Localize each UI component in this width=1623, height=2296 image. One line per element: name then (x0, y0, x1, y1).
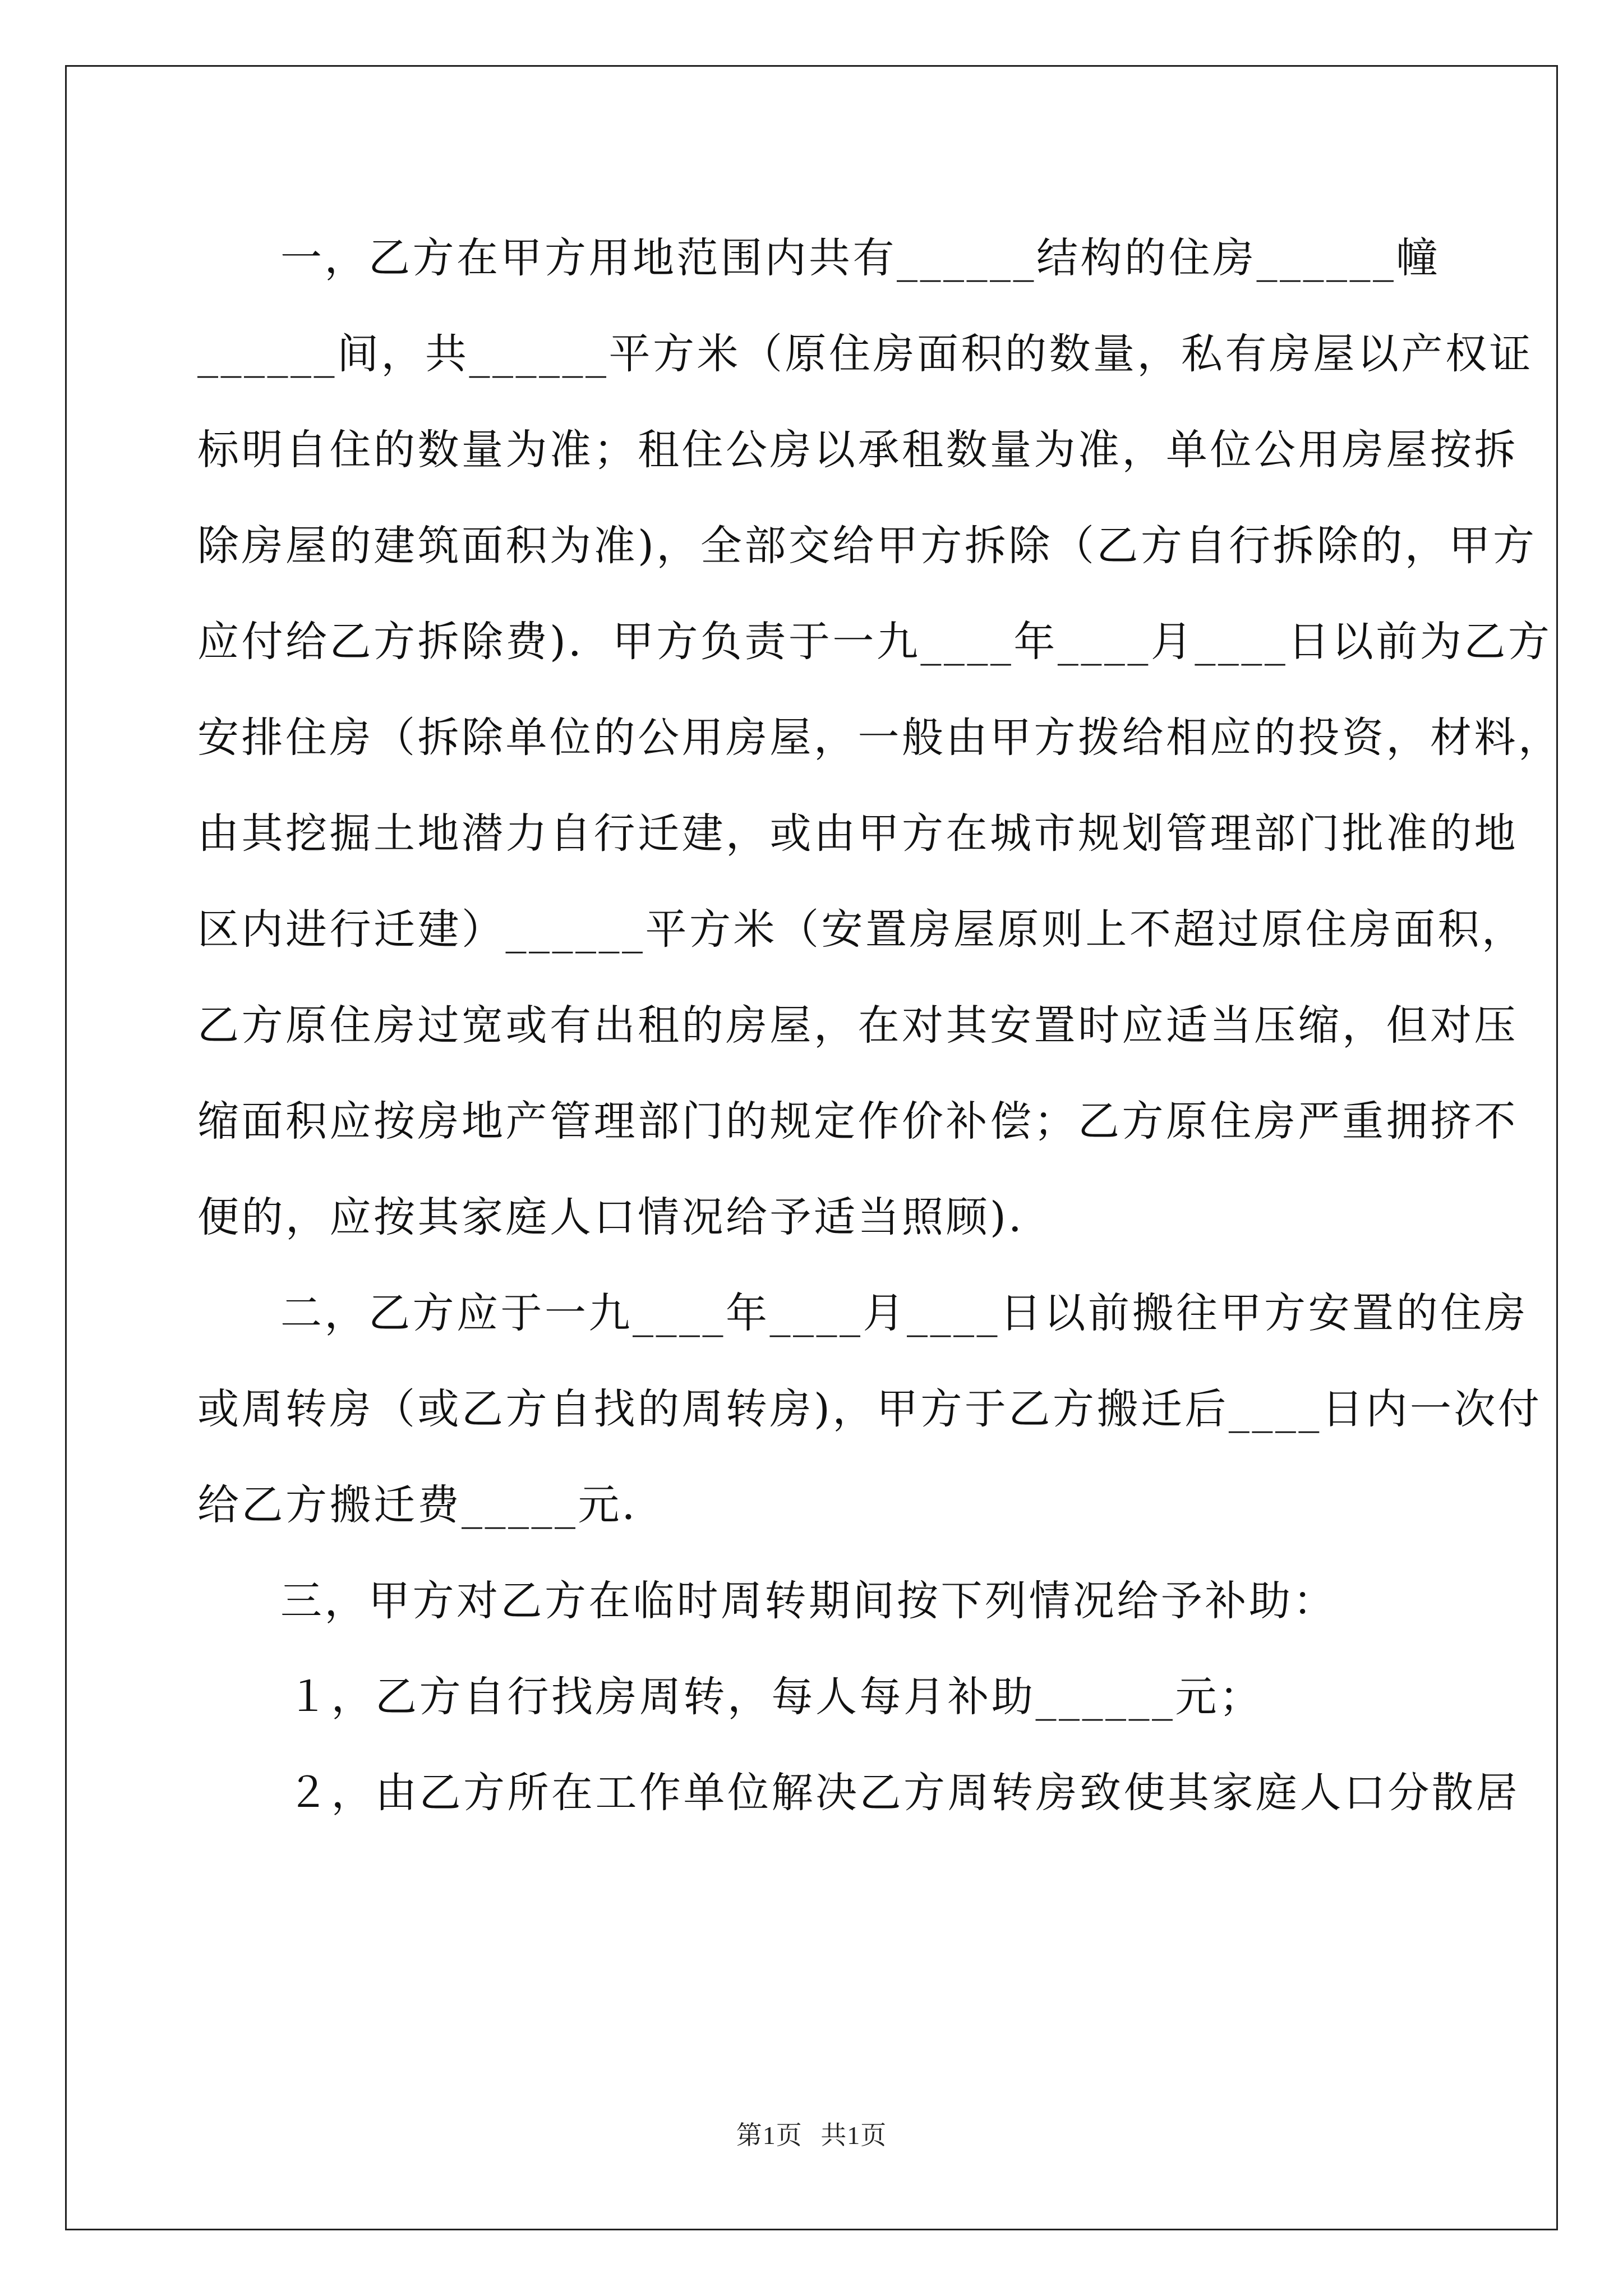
text-line: 三，甲方对乙方在临时周转期间按下列情况给予补助： (280, 1577, 1337, 1625)
text-line: 应付给乙方拆除费)．甲方负责于一九____年____月____日以前为乙方 (197, 618, 1552, 666)
text-line: 一，乙方在甲方用地范围内共有______结构的住房______幢 (280, 234, 1440, 282)
text-line: 由其挖掘土地潜力自行迁建，或由甲方在城市规划管理部门批准的地 (197, 809, 1518, 858)
text-line: 标明自住的数量为准；租住公房以承租数量为准，单位公用房屋按拆 (197, 426, 1518, 474)
text-line: ______间，共______平方米（原住房面积的数量，私有房屋以产权证 (197, 330, 1533, 378)
page-number: 第1页 (736, 2121, 803, 2150)
text-line: 给乙方搬迁费_____元． (197, 1481, 666, 1529)
text-line: 除房屋的建筑面积为准)，全部交给甲方拆除（乙方自行拆除的，甲方 (197, 522, 1537, 570)
text-line: 二，乙方应于一九____年____月____日以前搬往甲方安置的住房 (280, 1289, 1528, 1337)
text-line: 乙方原住房过宽或有出租的房屋，在对其安置时应适当压缩，但对压 (197, 1001, 1518, 1050)
text-line: 缩面积应按房地产管理部门的规定作价补偿；乙方原住房严重拥挤不 (197, 1097, 1518, 1145)
text-line: １，乙方自行找房周转，每人每月补助______元； (287, 1673, 1264, 1721)
text-line: 或周转房（或乙方自找的周转房)，甲方于乙方搬迁后____日内一次付 (197, 1385, 1542, 1433)
page-total: 共1页 (820, 2121, 887, 2150)
text-line: ２，由乙方所在工作单位解决乙方周转房致使其家庭人口分散居 (287, 1769, 1520, 1817)
text-line: 便的，应按其家庭人口情况给予适当照顾)． (197, 1193, 1053, 1241)
text-line: 区内进行迁建）______平方米（安置房屋原则上不超过原住房面积， (197, 905, 1526, 954)
text-line: 安排住房（拆除单位的公用房屋，一般由甲方拨给相应的投资，材料， (197, 714, 1562, 762)
page-footer (0, 2115, 1623, 2152)
